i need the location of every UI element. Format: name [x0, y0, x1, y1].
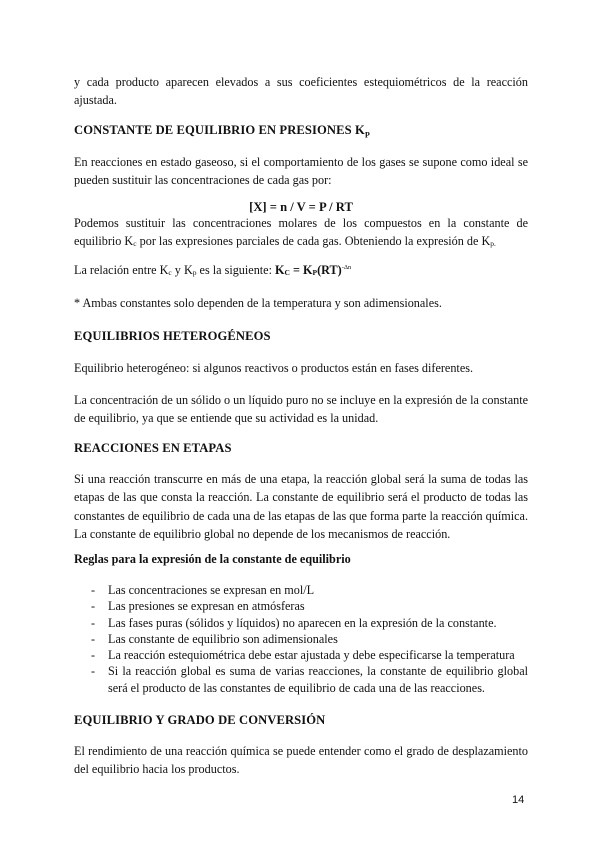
hetero-paragraph-2: La concentración de un sólido o un líquido puro no se incluye en la expresión de la constante de equilibrio, ya que se entiende que su actividad es la unidad.	[74, 393, 528, 426]
concentration-formula: [X] = n / V = P / RT	[249, 200, 353, 214]
relation-formula: $K_C = K_P(RT)$	[275, 263, 342, 277]
heading-kp	[74, 122, 528, 138]
heading-rules: Reglas para la expresión de la constante de equilibrio	[74, 552, 351, 566]
heading-conversion: EQUILIBRIO Y GRADO DE CONVERSIÓN	[74, 713, 326, 727]
conversion-paragraph: El rendimiento de una reacción química se puede entender como el grado de desplazamiento del equilibrio hacia los productos.	[74, 744, 528, 777]
constants-note: * Ambas constantes solo dependen de la temperatura y son adimensionales.	[74, 296, 442, 310]
heading-stages: REACCIONES EN ETAPAS	[74, 441, 232, 455]
hetero-paragraph-1: Equilibrio heterogéneo: si algunos reactivos o productos están en fases diferentes.	[74, 361, 474, 375]
heading-heterogeneous: EQUILIBRIOS HETEROGÉNEOS	[74, 329, 271, 343]
intro-paragraph: y cada producto aparecen elevados a sus coeficientes estequiométricos de la reacción ajustada.	[74, 75, 528, 108]
rules-list	[74, 582, 528, 696]
rules-list-item: - Las constante de equilibrio son adimensionales	[91, 631, 338, 646]
page-number: 14	[512, 794, 525, 806]
rules-list-item: - Las concentraciones se expresan en mol/L	[91, 583, 315, 597]
kc-kp-relation: La relación entre $K_c$ y $K_p$ es la siguiente: $K_C = K_P(RT)^{-\Delta n}$	[74, 263, 352, 277]
kp-paragraph-2: Podemos sustituir las concentraciones molares de los compuestos en la constante de equilibrio $K_c$ por las expresiones parciales de cada gas. Obteniendo la expresión de $K_{p.}$	[74, 216, 528, 249]
rules-list-item: - La reacción estequiométrica debe estar ajustada y debe especificarse la temperatura	[91, 648, 515, 663]
rules-list-item: - Si la reacción global es suma de varias reacciones, la constante de equilibrio global será el producto de las constantes de equilibrio de cada una de las reacciones.	[91, 664, 528, 695]
rules-list-item: - Las fases puras (sólidos y líquidos) no aparecen en la expresión de la constante.	[91, 615, 497, 630]
kp-paragraph-1: En reacciones en estado gaseoso, si el comportamiento de los gases se supone como ideal se pueden sustituir las concentraciones de cada gas por:	[74, 155, 528, 188]
heading-kp-sub: P	[364, 130, 370, 140]
rules-list-item: - Las presiones se expresan en atmósferas	[91, 599, 305, 614]
stages-paragraph: Si una reacción transcurre en más de una etapa, la reacción global será la suma de todas las etapas de las que consta la reacción. La constante de equilibrio será el producto de todas las constantes de equilibrio de cada una de las etapas de las que forma parte la reacción química. La constante de equilibrio global no depende de los mecanismos de reacción.	[74, 472, 528, 541]
heading-kp-text: CONSTANTE DE EQUILIBRIO EN PRESIONES K	[74, 123, 365, 137]
